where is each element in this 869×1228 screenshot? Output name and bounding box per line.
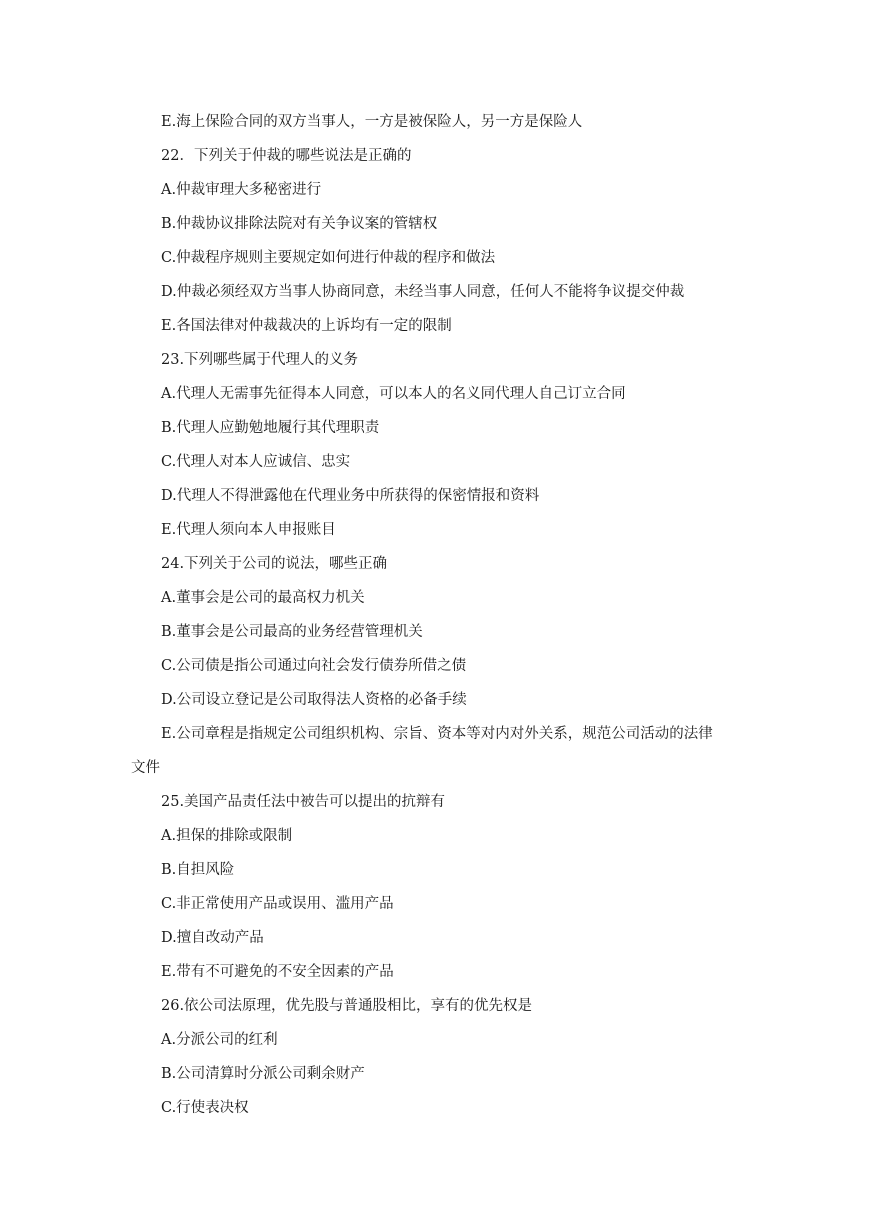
text-line-continuation: 文件 xyxy=(131,760,160,776)
text-line: C.公司债是指公司通过向社会发行债券所借之债 xyxy=(161,658,467,674)
text-line: C.非正常使用产品或误用、滥用产品 xyxy=(161,896,394,912)
text-line: A.仲裁审理大多秘密进行 xyxy=(161,182,322,198)
text-line: 22．下列关于仲裁的哪些说法是正确的 xyxy=(161,148,412,164)
text-line: E.海上保险合同的双方当事人，一方是被保险人，另一方是保险人 xyxy=(161,114,583,130)
text-line: E.公司章程是指规定公司组织机构、宗旨、资本等对内对外关系，规范公司活动的法律 xyxy=(161,726,713,742)
text-line: A.代理人无需事先征得本人同意，可以本人的名义同代理人自己订立合同 xyxy=(161,386,626,402)
text-line: A.董事会是公司的最高权力机关 xyxy=(161,590,365,606)
text-line: A.担保的排除或限制 xyxy=(161,828,293,844)
text-line: E.代理人须向本人申报账目 xyxy=(161,522,336,538)
text-line: E.各国法律对仲裁裁决的上诉均有一定的限制 xyxy=(161,318,452,334)
text-line: D.代理人不得泄露他在代理业务中所获得的保密情报和资料 xyxy=(161,488,540,504)
text-line: E.带有不可避免的不安全因素的产品 xyxy=(161,964,394,980)
text-line: B.公司清算时分派公司剩余财产 xyxy=(161,1066,365,1082)
text-line: C.代理人对本人应诚信、忠实 xyxy=(161,454,351,470)
text-line: 26.依公司法原理，优先股与普通股相比，享有的优先权是 xyxy=(161,998,533,1014)
text-line: C.行使表决权 xyxy=(161,1100,249,1116)
text-line: B.董事会是公司最高的业务经营管理机关 xyxy=(161,624,423,640)
text-line: 23.下列哪些属于代理人的义务 xyxy=(161,352,359,368)
text-line: D.仲裁必须经双方当事人协商同意，未经当事人同意，任何人不能将争议提交仲裁 xyxy=(161,284,685,300)
document-body xyxy=(0,108,869,1128)
text-line: B.仲裁协议排除法院对有关争议案的管辖权 xyxy=(161,216,438,232)
text-line: 25.美国产品责任法中被告可以提出的抗辩有 xyxy=(161,794,446,810)
text-line: B.代理人应勤勉地履行其代理职责 xyxy=(161,420,380,436)
text-line: 24.下列关于公司的说法，哪些正确 xyxy=(161,556,388,572)
text-line: D.公司设立登记是公司取得法人资格的必备手续 xyxy=(161,692,467,708)
text-line: B.自担风险 xyxy=(161,862,235,878)
text-line: D.擅自改动产品 xyxy=(161,930,264,946)
text-line: A.分派公司的红利 xyxy=(161,1032,278,1048)
text-line: C.仲裁程序规则主要规定如何进行仲裁的程序和做法 xyxy=(161,250,496,266)
